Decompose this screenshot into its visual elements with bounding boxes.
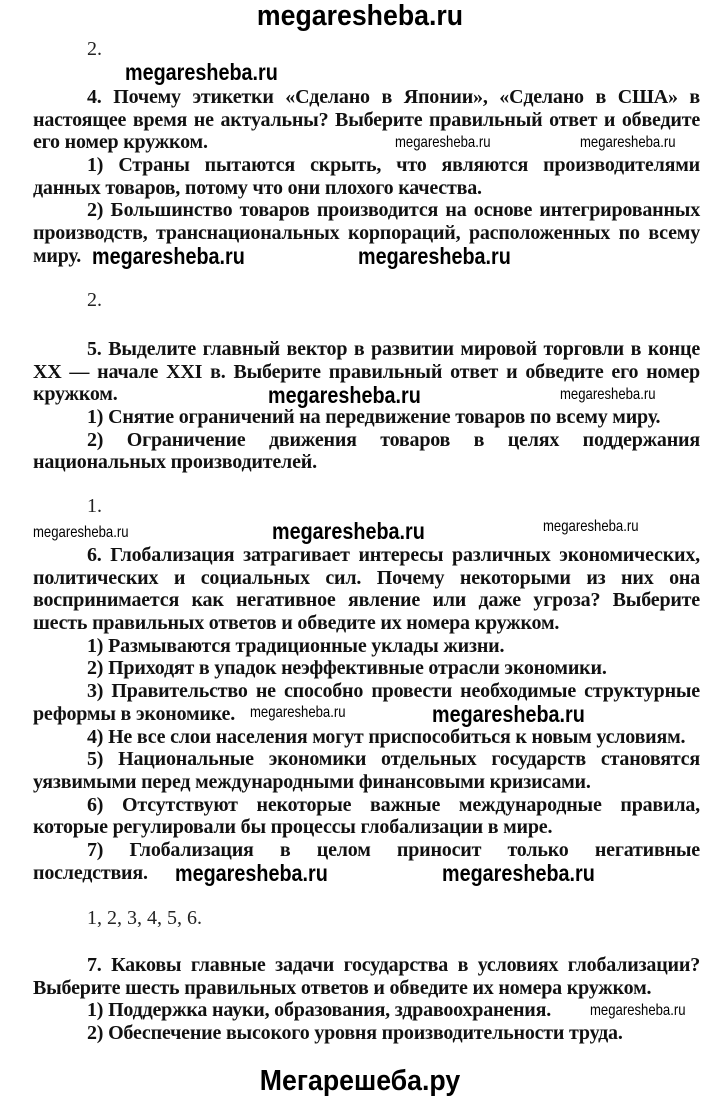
line-text: последствия.	[33, 861, 148, 884]
line-text: национальных производителей.	[33, 451, 317, 474]
line-text: настоящее время не актуальны? Выберите правильный ответ и обведите	[33, 108, 700, 131]
option-number: 1)	[87, 154, 104, 177]
option-line	[33, 748, 700, 771]
option-number: 2)	[87, 199, 104, 222]
option-number: 6)	[87, 793, 104, 816]
option-number: 1)	[87, 999, 104, 1022]
line-text: Правительство не способно провести необходимые структурные	[111, 680, 700, 703]
watermark: megaresheba.ru	[125, 59, 278, 85]
line-text: Поддержка науки, образования, здравоохранения.	[108, 999, 552, 1022]
option-number: 4)	[87, 725, 104, 748]
line-text: шесть правильных ответов и обведите их номера кружком.	[33, 612, 560, 635]
question-block	[33, 86, 700, 268]
watermark: megaresheba.ru	[250, 704, 346, 721]
watermark: megaresheba.ru	[175, 860, 328, 886]
line-text: его номер кружком.	[33, 131, 208, 154]
site-footer-title[interactable]: Мегарешеба.ру	[259, 1065, 461, 1097]
option-line	[33, 222, 700, 245]
option-number: 3)	[87, 680, 104, 703]
line-text: Национальные экономики отдельных государств становятся	[118, 748, 700, 771]
watermark: megaresheba.ru	[560, 386, 656, 403]
line-text: 6. Глобализация затрагивает интересы различных экономических,	[87, 544, 700, 566]
watermark: megaresheba.ru	[268, 382, 421, 408]
line-text: Ограничение движения товаров в целях поддержания	[126, 428, 700, 451]
line-text: Обеспечение высокого уровня производительности труда.	[108, 1022, 623, 1045]
option-line	[33, 406, 700, 429]
option-number: 2)	[87, 1022, 104, 1045]
option-number: 5)	[87, 748, 104, 771]
line-text: Большинство товаров производится на основе интегрированных	[110, 199, 700, 222]
line-text: Приходят в упадок неэффективные отрасли экономики.	[108, 657, 607, 680]
option-line	[33, 794, 700, 817]
option-line	[33, 154, 700, 177]
watermark: megaresheba.ru	[92, 243, 245, 269]
line-text: Отсутствуют некоторые важные международные правила,	[122, 793, 700, 816]
line-text: XX — начале XXI в. Выберите правильный ответ и обведите его номер	[33, 360, 700, 383]
option-number: 1)	[87, 406, 104, 429]
watermark: megaresheba.ru	[543, 518, 639, 535]
line-text: кружком.	[33, 383, 118, 406]
watermark: megaresheba.ru	[395, 134, 491, 151]
question-line	[33, 612, 700, 635]
answer-text: 1, 2, 3, 4, 5, 6.	[87, 907, 202, 929]
option-line	[33, 771, 700, 794]
line-text: Страны пытаются скрыть, что являются производителями	[118, 154, 700, 177]
site-header-title[interactable]: megaresheba.ru	[256, 0, 464, 32]
line-text: реформы в экономике.	[33, 702, 236, 725]
line-text: которые регулировали бы процессы глобализации в мире.	[33, 816, 553, 839]
line-text: 4. Почему этикетки «Сделано в Японии», «Сделано в США» в	[87, 86, 700, 108]
line-text: Размываются традиционные уклады жизни.	[108, 634, 505, 657]
option-line	[33, 703, 700, 726]
line-text: политических и социальных сил. Почему некоторыми из них она	[33, 566, 700, 589]
option-line	[33, 451, 700, 474]
option-line	[33, 816, 700, 839]
watermark: megaresheba.ru	[358, 243, 511, 269]
option-number: 1)	[87, 634, 104, 657]
option-line	[33, 429, 700, 452]
watermark: megaresheba.ru	[580, 134, 676, 151]
option-number: 2)	[87, 428, 104, 451]
option-number: 2)	[87, 657, 104, 680]
option-line	[33, 177, 700, 200]
answer-text: 1.	[87, 495, 102, 517]
watermark: megaresheba.ru	[272, 518, 425, 544]
line-text: 5. Выделите главный вектор в развитии мировой торговли в конце	[87, 338, 700, 360]
question-line	[33, 589, 700, 612]
option-line	[33, 680, 700, 703]
answer-text: 2.	[87, 38, 102, 60]
option-line	[33, 199, 700, 222]
question-line	[33, 567, 700, 590]
option-line	[33, 635, 700, 658]
watermark: megaresheba.ru	[590, 1002, 686, 1019]
line-text: Глобализация в целом приносит только негативные	[129, 838, 700, 861]
question-line	[33, 977, 700, 1000]
answer-text: 2.	[87, 289, 102, 311]
question-block	[33, 544, 700, 884]
watermark: megaresheba.ru	[33, 524, 129, 541]
question-line	[33, 361, 700, 384]
question-line	[33, 109, 700, 132]
line-text: Не все слои населения могут приспособиться к новым условиям.	[108, 725, 686, 748]
question-line	[33, 954, 700, 977]
option-line	[33, 839, 700, 862]
line-text: Снятие ограничений на передвижение товаров по всему миру.	[108, 406, 661, 429]
question-line	[33, 338, 700, 361]
line-text: 7. Каковы главные задачи государства в условиях глобализации?	[87, 954, 700, 976]
line-text: данных товаров, потому что они плохого качества.	[33, 176, 482, 199]
question-block	[33, 954, 700, 1045]
question-line	[33, 86, 700, 109]
watermark: megaresheba.ru	[432, 701, 585, 727]
line-text: производств, транснациональных корпораций, расположенных по всему	[33, 222, 700, 245]
line-text: миру.	[33, 244, 82, 267]
option-line	[33, 657, 700, 680]
option-line	[33, 862, 700, 885]
option-line	[33, 1022, 700, 1045]
line-text: воспринимается как негативное явление или даже угроза? Выберите	[33, 589, 700, 612]
watermark: megaresheba.ru	[442, 860, 595, 886]
option-line	[33, 726, 700, 749]
option-number: 7)	[87, 838, 104, 861]
line-text: Выберите шесть правильных ответов и обведите их номера кружком.	[33, 976, 652, 999]
line-text: уязвимыми перед международными финансовыми кризисами.	[33, 770, 591, 793]
question-line	[33, 544, 700, 567]
